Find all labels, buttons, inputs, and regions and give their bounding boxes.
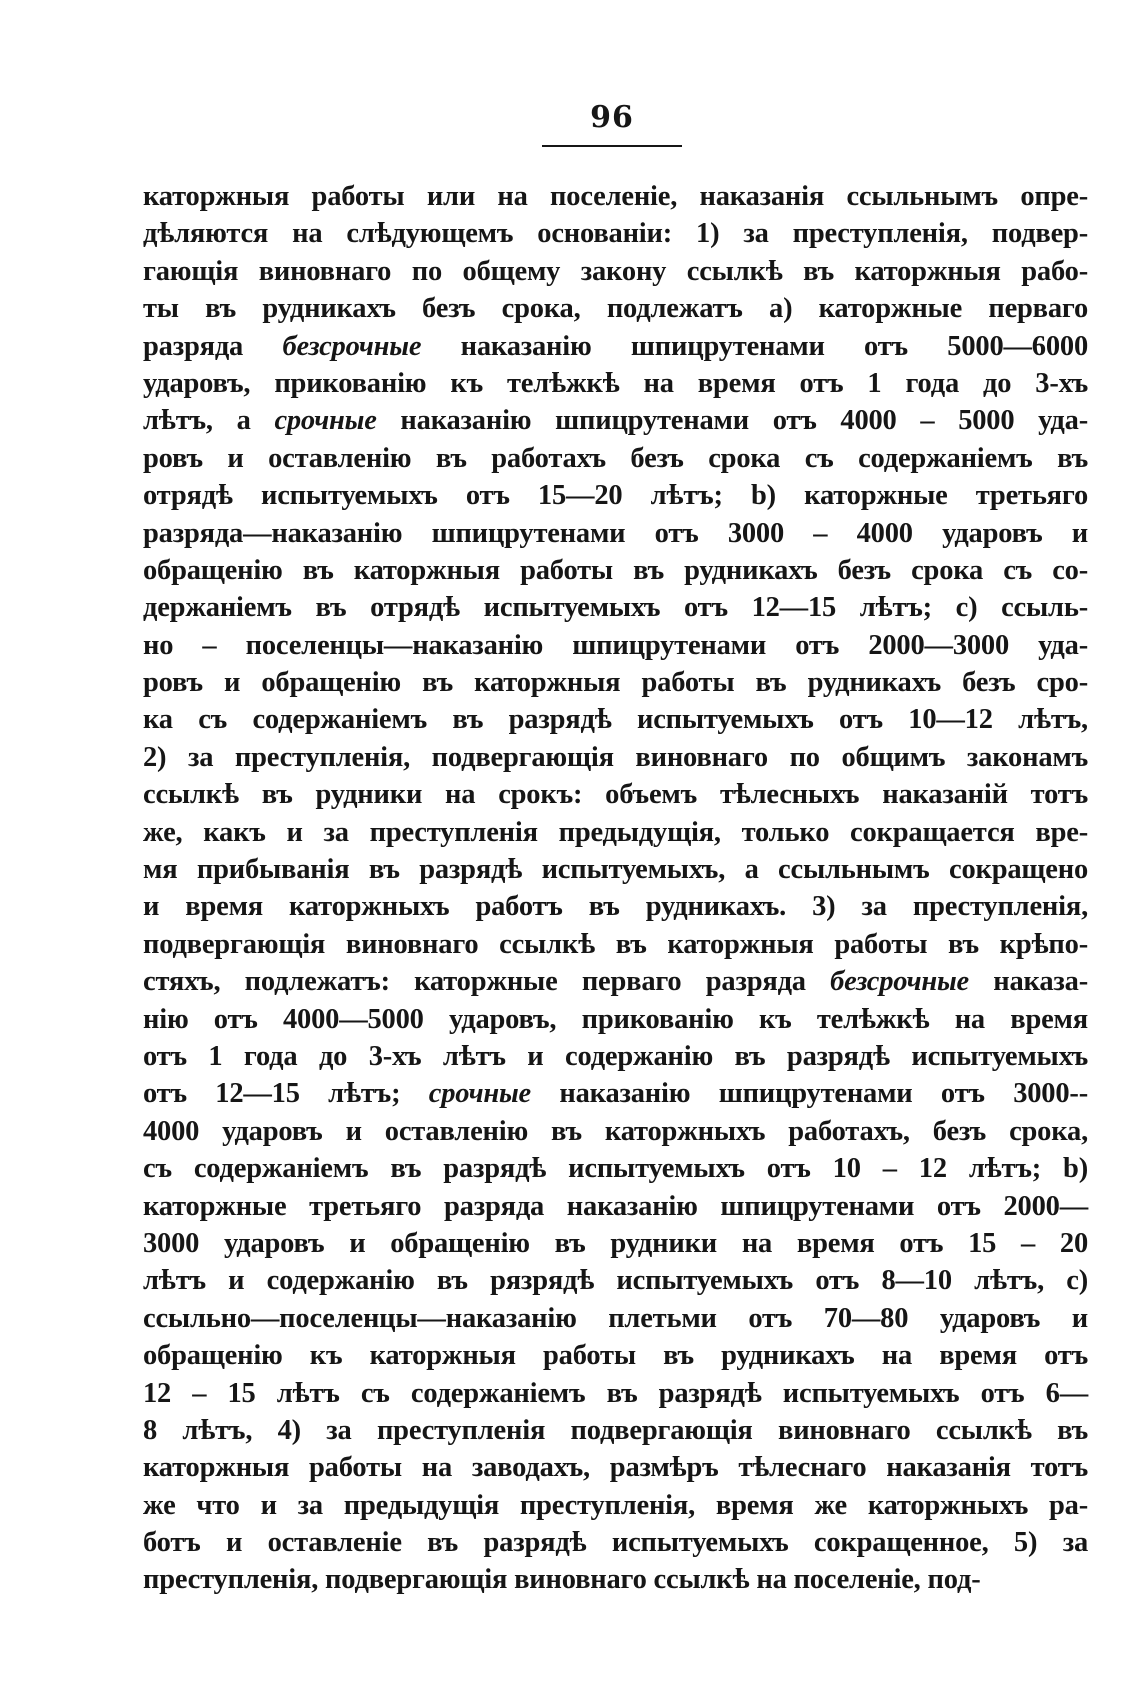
text-line: каторжныя работы или на поселеніе, наказанія ссыльнымъ опре- (143, 181, 1088, 212)
page-number: 96 (590, 100, 634, 135)
text-line: 2) за преступленія, подвергающія виновнаго по общимъ законамъ (143, 741, 1088, 773)
text-line: ударовъ, прикованію къ телѣжкѣ на время отъ 1 года до 3-хъ (143, 367, 1088, 399)
text-line: лѣтъ и содержанію въ рязрядѣ испытуемыхъ отъ 8—10 лѣтъ, c) (143, 1265, 1088, 1297)
text-line: отъ 12—15 лѣтъ; срочные наказанію шпицрутенами отъ 3000-- (143, 1078, 1088, 1110)
text-line: стяхъ, подлежатъ: каторжные перваго разряда безсрочные наказа- (143, 966, 1088, 998)
text-line: обращенію въ каторжныя работы въ рудникахъ безъ срока съ со- (143, 554, 1088, 586)
text-line: же что и за предыдущія преступленія, время же каторжныхъ ра- (143, 1489, 1088, 1521)
text-line: ка съ содержаніемъ въ разрядѣ испытуемыхъ отъ 10—12 лѣтъ, (143, 704, 1088, 736)
text-line: 3000 ударовъ и обращенію въ рудники на время отъ 15 – 20 (143, 1227, 1088, 1259)
text-line: ты въ рудникахъ безъ срока, подлежатъ a) каторжные перваго (143, 293, 1088, 325)
text-line: же, какъ и за преступленія предыдущія, только сокращается вре- (143, 816, 1088, 848)
text-line: обращенію къ каторжныя работы въ рудникахъ на время отъ (143, 1340, 1088, 1372)
text-line: разряда безсрочные наказанію шпицрутенами отъ 5000—6000 (143, 330, 1088, 362)
body-text (143, 178, 1088, 1599)
text-line: ссыльно—поселенцы—наказанію плетьми отъ 70—80 ударовъ и (143, 1302, 1088, 1334)
text-line: съ содержаніемъ въ разрядѣ испытуемыхъ отъ 10 – 12 лѣтъ; b) (143, 1153, 1088, 1185)
text-line: лѣтъ, a срочные наказанію шпицрутенами отъ 4000 – 5000 уда- (143, 405, 1088, 437)
text-line: но – поселенцы—наказанію шпицрутенами отъ 2000—3000 уда- (143, 629, 1088, 661)
emphasized-term: безсрочные (282, 330, 422, 362)
text-line: гающія виновнаго по общему закону ссылкѣ въ каторжныя рабо- (143, 255, 1088, 287)
text-line: ссылкѣ въ рудники на срокъ: объемъ тѣлесныхъ наказаній тотъ (143, 779, 1088, 811)
text-line: мя прибыванія въ разрядѣ испытуемыхъ, a ссыльнымъ сокращено (143, 854, 1088, 886)
text-line: ровъ и оставленію въ работахъ безъ срока съ содержаніемъ въ (143, 442, 1088, 474)
text-line: ботъ и оставленіе въ разрядѣ испытуемыхъ сокращенное, 5) за (143, 1527, 1088, 1559)
text-line: 4000 ударовъ и оставленію въ каторжныхъ работахъ, безъ срока, (143, 1115, 1088, 1147)
emphasized-term: срочные (274, 405, 377, 437)
text-line: каторжныя работы на заводахъ, размѣръ тѣлеснаго наказанія тотъ (143, 1452, 1088, 1484)
text-line: подвергающія виновнаго ссылкѣ въ каторжныя работы въ крѣпо- (143, 928, 1088, 960)
text-line: нію отъ 4000—5000 ударовъ, прикованію къ телѣжкѣ на время (143, 1003, 1088, 1035)
emphasized-term: безсрочные (830, 966, 969, 998)
text-line: 8 лѣтъ, 4) за преступленія подвергающія виновнаго ссылкѣ въ (143, 1414, 1088, 1446)
text-line: разряда—наказанію шпицрутенами отъ 3000 – 4000 ударовъ и (143, 517, 1088, 549)
text-line: дѣляются на слѣдующемъ основаніи: 1) за преступленія, подвер- (143, 218, 1088, 250)
text-line: и время каторжныхъ работъ въ рудникахъ. 3) за преступленія, (143, 891, 1088, 923)
text-line: отрядѣ испытуемыхъ отъ 15—20 лѣтъ; b) каторжные третьяго (143, 480, 1088, 512)
text-line: ровъ и обращенію въ каторжныя работы въ рудникахъ безъ сро- (143, 667, 1088, 699)
text-line: держаніемъ въ отрядѣ испытуемыхъ отъ 12—15 лѣтъ; c) ссыль- (143, 592, 1088, 624)
text-line: каторжные третьяго разряда наказанію шпицрутенами отъ 2000— (143, 1190, 1088, 1222)
page-number-underline (542, 145, 682, 147)
text-line: 12 – 15 лѣтъ съ содержаніемъ въ разрядѣ испытуемыхъ отъ 6— (143, 1377, 1088, 1409)
emphasized-term: срочные (428, 1078, 531, 1110)
text-line: преступленія, подвергающія виновнаго ссылкѣ на поселеніе, под- (143, 1564, 981, 1596)
text-line: отъ 1 года до 3-хъ лѣтъ и содержанію въ разрядѣ испытуемыхъ (143, 1040, 1088, 1072)
